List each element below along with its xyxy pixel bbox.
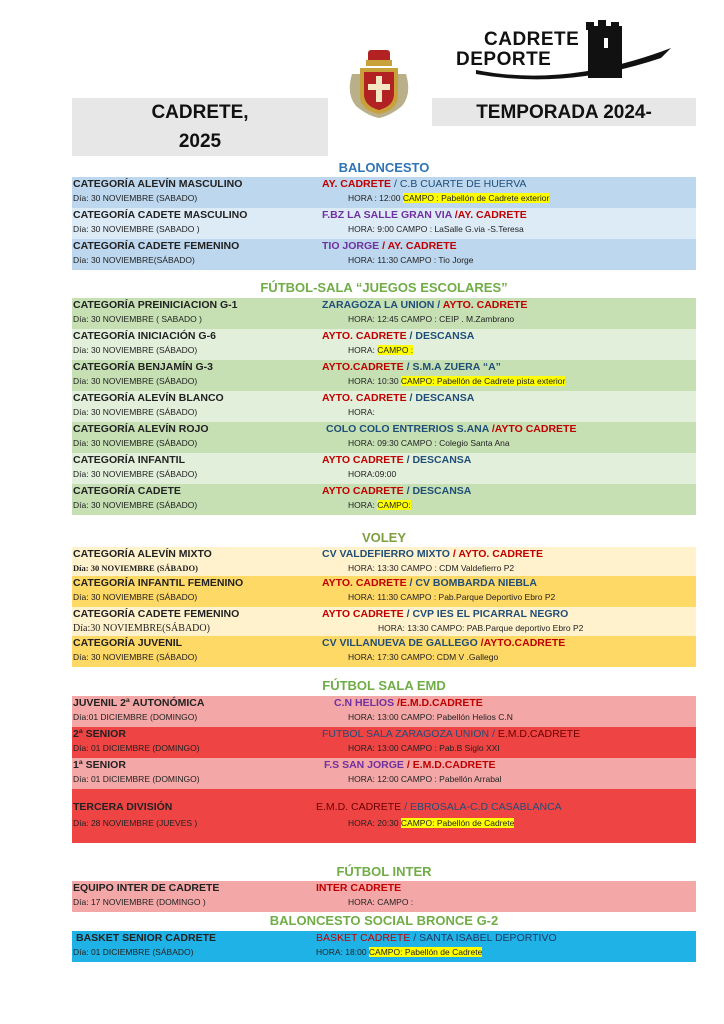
header-city: CADRETE, bbox=[151, 102, 249, 123]
header-title-left bbox=[72, 98, 328, 156]
castle-tower-icon bbox=[456, 18, 672, 84]
away-team: AYTO. CADRETE bbox=[442, 299, 528, 311]
match-info: HORA: 9:00 CAMPO : LaSalle G.via -S.Teresa bbox=[348, 224, 524, 234]
match-time: HORA: 20:30 bbox=[348, 818, 401, 828]
coat-of-arms-icon bbox=[344, 44, 414, 120]
match-teams bbox=[316, 801, 562, 816]
match-teams bbox=[322, 637, 565, 652]
match-venue: CAMPO: Pabellón de Cadrete bbox=[368, 947, 483, 957]
match-info: HORA: 11:30 CAMPO : Pab.Parque Deportivo Ebro P2 bbox=[348, 592, 556, 602]
separator: / bbox=[449, 548, 459, 560]
match-venue: CAMPO: bbox=[377, 500, 411, 510]
home-team: CV VILLANUEVA DE GALLEGO bbox=[322, 637, 478, 649]
home-team: FUTBOL SALA ZARAGOZA UNION bbox=[322, 728, 490, 740]
match-teams bbox=[316, 932, 557, 947]
match-info bbox=[348, 376, 565, 390]
match-row bbox=[72, 453, 696, 484]
match-info: HORA: 11:30 CAMPO : Tio Jorge bbox=[348, 255, 474, 265]
match-venue: CAMPO: Pabellón de Cadrete bbox=[400, 818, 515, 828]
away-team: AYTO. CADRETE bbox=[458, 548, 543, 560]
match-row bbox=[72, 329, 696, 360]
match-row bbox=[72, 391, 696, 422]
match-date: Día: 30 NOVIEMBRE (SÁBADO) bbox=[73, 563, 198, 573]
away-team: CV BOMBARDA NIEBLA bbox=[415, 577, 537, 589]
match-row bbox=[72, 484, 696, 515]
match-time: HORA: bbox=[348, 345, 378, 355]
away-team: C.B CUARTE DE HUERVA bbox=[399, 178, 527, 190]
category-label: CATEGORÍA INICIACIÓN G-6 bbox=[73, 330, 216, 342]
section-title-baloncesto: BALONCESTO bbox=[338, 160, 430, 175]
match-row bbox=[72, 607, 696, 638]
cadrete-deporte-logo bbox=[456, 18, 672, 84]
match-info: HORA: 13:30 CAMPO : CDM Valdefierro P2 bbox=[348, 563, 515, 573]
match-date: Día: 30 NOVIEMBRE(SÁBADO) bbox=[73, 255, 195, 265]
category-label: CATEGORÍA PREINICIACION G-1 bbox=[73, 299, 238, 311]
separator: / bbox=[434, 299, 443, 311]
separator: / bbox=[406, 577, 416, 589]
match-info bbox=[348, 193, 549, 207]
match-row bbox=[72, 576, 696, 607]
home-team: F.S SAN JORGE bbox=[324, 759, 404, 771]
separator: / bbox=[403, 759, 413, 771]
separator: / bbox=[403, 608, 413, 620]
match-date: Día: 30 NOVIEMBRE (SABADO) bbox=[73, 193, 198, 203]
away-team: E.M.D.CADRETE bbox=[399, 697, 483, 709]
match-info: HORA: 13:30 CAMPO: PAB.Parque deportivo Ebro P2 bbox=[378, 623, 584, 633]
category-label: CATEGORÍA CADETE FEMENINO bbox=[73, 608, 240, 620]
separator: / bbox=[410, 932, 420, 944]
match-teams bbox=[322, 209, 527, 224]
match-info: HORA:09:00 bbox=[348, 469, 397, 479]
home-team: AYTO CADRETE bbox=[322, 454, 404, 466]
match-info bbox=[348, 500, 411, 514]
match-date: Día: 30 NOVIEMBRE (SÁBADO) bbox=[73, 500, 198, 510]
match-date: Día: 30 NOVIEMBRE (SÁBADO) bbox=[73, 407, 198, 417]
match-teams bbox=[322, 240, 457, 255]
home-team: AYTO. CADRETE bbox=[322, 330, 407, 342]
match-date: Día: 30 NOVIEMBRE (SÁBADO) bbox=[73, 438, 198, 448]
away-team: DESCANSA bbox=[415, 392, 475, 404]
category-label: CATEGORÍA BENJAMÍN G-3 bbox=[73, 361, 214, 373]
category-label: 2ª SENIOR bbox=[73, 728, 126, 740]
match-info: HORA: 09:30 CAMPO : Colegio Santa Ana bbox=[348, 438, 510, 448]
home-team: AYTO CADRETE bbox=[322, 608, 404, 620]
away-team: AYTO CADRETE bbox=[494, 423, 577, 435]
match-info: HORA: CAMPO : bbox=[348, 897, 414, 907]
match-date: Día: 17 NOVIEMBRE (DOMINGO ) bbox=[73, 897, 206, 907]
match-date: Día:30 NOVIEMBRE(SÁBADO) bbox=[73, 623, 210, 634]
match-date: Día: 01 DICIEMBRE (SÁBADO) bbox=[73, 947, 194, 957]
separator: / bbox=[403, 361, 413, 373]
match-date: Día: 30 NOVIEMBRE (SÁBADO) bbox=[73, 469, 198, 479]
away-team: S.M.A ZUERA “A” bbox=[412, 361, 501, 373]
match-teams bbox=[322, 330, 474, 345]
town-crest bbox=[344, 44, 414, 120]
category-label: 1ª SENIOR bbox=[73, 759, 126, 771]
section-title-social: BALONCESTO SOCIAL BRONCE G-2 bbox=[269, 913, 499, 928]
match-time: HORA: 18:00 bbox=[316, 947, 369, 957]
separator: / bbox=[488, 423, 495, 435]
category-label: CATEGORÍA INFANTIL bbox=[73, 454, 185, 466]
match-teams bbox=[322, 608, 568, 623]
home-team: COLO COLO ENTRERIOS S.ANA bbox=[326, 423, 489, 435]
separator: / bbox=[406, 330, 416, 342]
away-team: AY. CADRETE bbox=[457, 209, 527, 221]
match-date: Día: 01 DICIEMBRE (DOMINGO) bbox=[73, 774, 200, 784]
match-teams bbox=[334, 697, 483, 712]
match-info bbox=[348, 818, 514, 832]
header-year: 2025 bbox=[178, 131, 222, 152]
match-info: HORA: 13:00 CAMPO : Pab.B Siglo XXI bbox=[348, 743, 500, 753]
home-team: TIO JORGE bbox=[322, 240, 380, 252]
match-date: Día: 30 NOVIEMBRE ( SABADO ) bbox=[73, 314, 202, 324]
match-info: HORA: bbox=[348, 407, 375, 417]
section-title-futbol-sala: FÚTBOL-SALA “JUEGOS ESCOLARES” bbox=[260, 280, 508, 295]
match-date: Día: 30 NOVIEMBRE (SÁBADO) bbox=[73, 376, 198, 386]
match-date: Día: 28 NOVIEMBRE (JUEVES ) bbox=[73, 818, 198, 828]
match-info: HORA: 12:00 CAMPO : Pabellón Arrabal bbox=[348, 774, 502, 784]
away-team: E.M.D.CADRETE bbox=[412, 759, 496, 771]
category-label: JUVENIL 2ª AUTONÓMICA bbox=[73, 697, 205, 709]
logo-line-1: CADRETE bbox=[484, 29, 580, 50]
match-info bbox=[348, 345, 413, 359]
category-label: CATEGORÍA CADETE bbox=[73, 485, 181, 497]
match-row bbox=[72, 931, 696, 962]
separator: / bbox=[451, 209, 458, 221]
match-date: Día: 01 DICIEMBRE (DOMINGO) bbox=[73, 743, 200, 753]
separator: / bbox=[403, 454, 413, 466]
category-label: CATEGORÍA INFANTIL FEMENINO bbox=[73, 577, 244, 589]
home-team: AY. CADRETE bbox=[322, 178, 392, 190]
home-team: BASKET CADRETE bbox=[316, 932, 411, 944]
category-label: CATEGORÍA CADETE MASCULINO bbox=[73, 209, 248, 221]
match-row bbox=[72, 177, 696, 208]
match-teams bbox=[316, 882, 401, 897]
separator: / bbox=[489, 728, 498, 740]
home-team: AYTO CADRETE bbox=[322, 485, 404, 497]
home-team: AYTO. CADRETE bbox=[322, 577, 407, 589]
match-row bbox=[72, 789, 696, 843]
category-label: CATEGORÍA ALEVÍN MASCULINO bbox=[73, 178, 243, 190]
section-title-inter: FÚTBOL INTER bbox=[336, 864, 432, 879]
away-team: EBROSALA-C.D CASABLANCA bbox=[409, 801, 562, 813]
match-time: HORA: bbox=[348, 500, 378, 510]
match-venue: CAMPO: Pabellón de Cadrete pista exterior bbox=[400, 376, 566, 386]
category-label: CATEGORÍA ALEVÍN ROJO bbox=[73, 423, 209, 435]
section-title-voley: VOLEY bbox=[361, 530, 407, 545]
logo-line-2: DEPORTE bbox=[456, 49, 552, 70]
category-label: CATEGORÍA CADETE FEMENINO bbox=[73, 240, 240, 252]
match-info: HORA: 13:00 CAMPO: Pabellón Helios C.N bbox=[348, 712, 513, 722]
home-team: F.BZ LA SALLE GRAN VIA bbox=[322, 209, 452, 221]
match-teams bbox=[324, 759, 496, 774]
away-team: DESCANSA bbox=[415, 330, 475, 342]
away-team: SANTA ISABEL DEPORTIVO bbox=[419, 932, 557, 944]
separator: / bbox=[477, 637, 484, 649]
match-teams bbox=[322, 454, 471, 469]
away-team: DESCANSA bbox=[412, 454, 472, 466]
match-date: Día: 30 NOVIEMBRE (SÁBADO) bbox=[73, 592, 198, 602]
match-info: HORA: 17:30 CAMPO: CDM V .Gallego bbox=[348, 652, 499, 662]
match-date: Día: 30 NOVIEMBRE (SÁBADO) bbox=[73, 652, 198, 662]
home-team: AYTO. CADRETE bbox=[322, 392, 407, 404]
separator: / bbox=[379, 240, 388, 252]
category-label: TERCERA DIVISIÓN bbox=[73, 801, 173, 813]
match-teams bbox=[322, 577, 537, 592]
match-date: Día: 30 NOVIEMBRE (SÁBADO) bbox=[73, 345, 198, 355]
away-team: AYTO.CADRETE bbox=[483, 637, 566, 649]
category-label: EQUIPO INTER DE CADRETE bbox=[73, 882, 220, 894]
header-season-title: TEMPORADA 2024- bbox=[432, 98, 696, 126]
section-title-emd: FÚTBOL SALA EMD bbox=[322, 678, 446, 693]
match-info bbox=[316, 947, 482, 961]
match-date: Día: 30 NOVIEMBRE (SABADO ) bbox=[73, 224, 200, 234]
match-teams bbox=[322, 361, 501, 376]
match-row bbox=[72, 360, 696, 391]
match-row bbox=[72, 422, 696, 453]
separator: / bbox=[391, 178, 400, 190]
category-label: CATEGORÍA ALEVÍN MIXTO bbox=[73, 548, 212, 560]
match-venue: CAMPO : bbox=[377, 345, 414, 355]
match-teams bbox=[326, 423, 576, 438]
home-team: AYTO.CADRETE bbox=[322, 361, 404, 373]
category-label: CATEGORÍA JUVENIL bbox=[73, 637, 183, 649]
home-team: INTER CADRETE bbox=[316, 882, 402, 894]
match-row bbox=[72, 696, 696, 727]
match-teams bbox=[322, 178, 526, 193]
match-row bbox=[72, 239, 696, 270]
category-label: BASKET SENIOR CADRETE bbox=[76, 932, 217, 944]
separator: / bbox=[403, 485, 413, 497]
home-team: CV VALDEFIERRO MIXTO bbox=[322, 548, 450, 560]
match-teams bbox=[322, 392, 474, 407]
match-teams bbox=[322, 728, 580, 743]
home-team: C.N HELIOS bbox=[334, 697, 395, 709]
home-team: E.M.D. CADRETE bbox=[316, 801, 402, 813]
match-time: HORA : 12:00 bbox=[348, 193, 403, 203]
category-label: CATEGORÍA ALEVÍN BLANCO bbox=[73, 392, 224, 404]
match-time: HORA: 10:30 bbox=[348, 376, 401, 386]
match-info: HORA: 12:45 CAMPO : CEIP . M.Zambrano bbox=[348, 314, 515, 324]
home-team: ZARAGOZA LA UNION bbox=[322, 299, 435, 311]
separator: / bbox=[401, 801, 410, 813]
match-row bbox=[72, 758, 696, 789]
away-team: E.M.D.CADRETE bbox=[497, 728, 581, 740]
match-date: Día:01 DICIEMBRE (DOMINGO) bbox=[73, 712, 198, 722]
match-row bbox=[72, 298, 696, 329]
away-team: DESCANSA bbox=[412, 485, 472, 497]
match-row bbox=[72, 727, 696, 758]
away-team: AY. CADRETE bbox=[387, 240, 457, 252]
match-row bbox=[72, 547, 696, 578]
separator: / bbox=[406, 392, 416, 404]
separator: / bbox=[394, 697, 400, 709]
match-row bbox=[72, 208, 696, 239]
match-row bbox=[72, 881, 696, 912]
away-team: CVP IES EL PICARRAL NEGRO bbox=[412, 608, 569, 620]
match-venue: CAMPO : Pabellón de Cadrete exterior bbox=[402, 193, 550, 203]
match-teams bbox=[322, 485, 471, 500]
match-row bbox=[72, 636, 696, 667]
match-teams bbox=[322, 548, 543, 563]
match-teams bbox=[322, 299, 527, 314]
